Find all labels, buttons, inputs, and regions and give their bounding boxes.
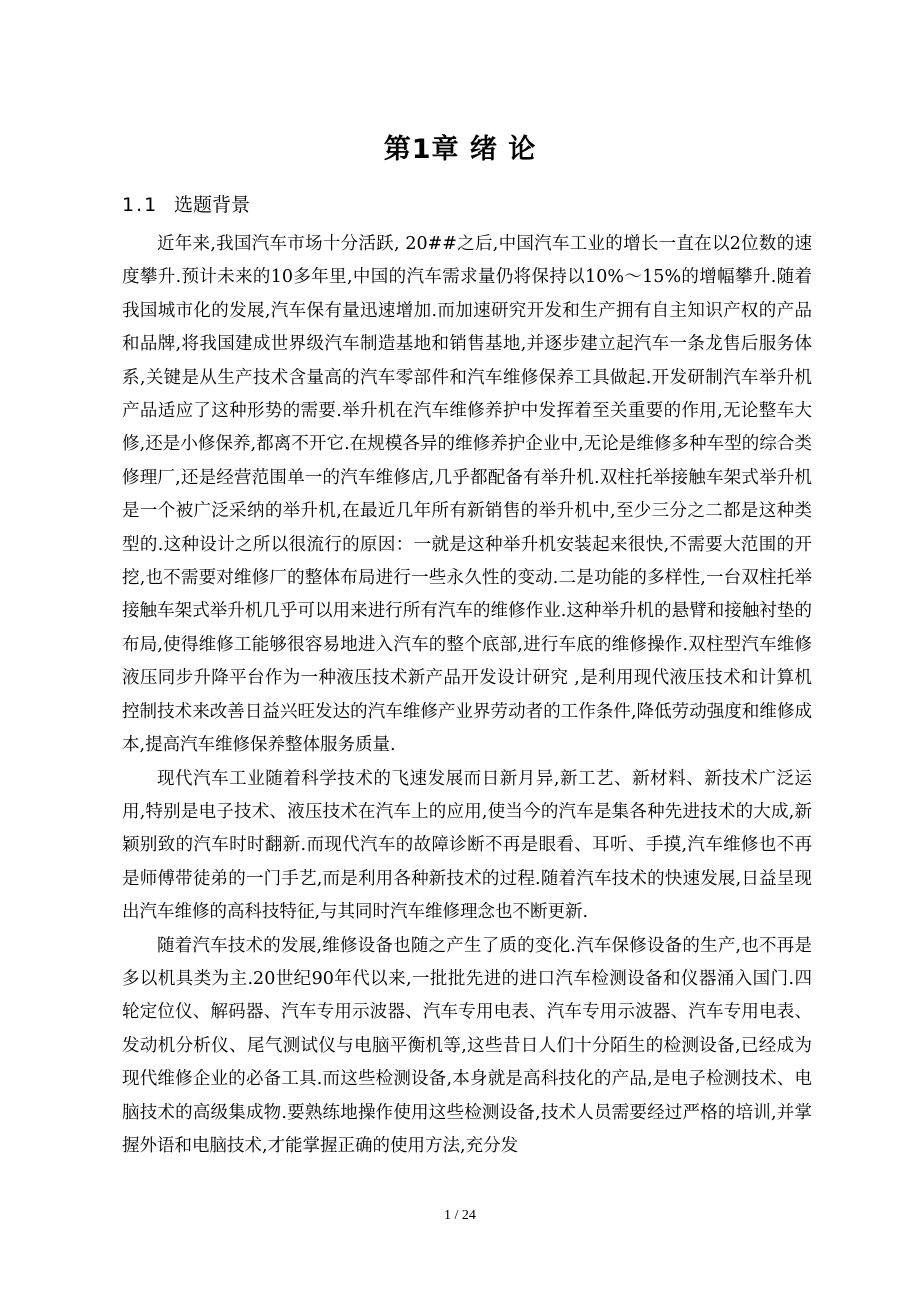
body-text bbox=[122, 228, 812, 1163]
paragraph: 现代汽车工业随着科学技术的飞速发展而日新月异,新工艺、新材料、新技术广泛运用,特别是电子技术、液压技术在汽车上的应用,使当今的汽车是集各种先进技术的大成,新颖别致的汽车时时翻新.而现代汽车的故障诊断不再是眼看、耳听、手摸,汽车维修也不再是师傅带徒弟的一门手艺,而是利用各种新技术的过程.随着汽车技术的快速发展,日益呈现出汽车维修的高科技特征,与其同时汽车维修理念也不断更新. bbox=[122, 768, 812, 923]
paragraph: 近年来,我国汽车市场十分活跃, 20##之后,中国汽车工业的增长一直在以2位数的速度攀升.预计未来的10多年里,中国的汽车需求量仍将保持以10%～15%的增幅攀升.随着我国城市化的发展,汽车保有量迅速增加.而加速研究开发和生产拥有自主知识产权的产品和品牌,将我国建成世界级汽车制造基地和销售基地,并逐步建立起汽车一条龙售后服务体系,关键是从生产技术含量高的汽车零部件和汽车维修保养工具做起.开发研制汽车举升机产品适应了这种形势的需要.举升机在汽车维修养护中发挥着至关重要的作用,无论整车大修,还是小修保养,都离不开它.在规模各异的维修养护企业中,无论是维修多种车型的综合类修理厂,还是经营范围单一的汽车维修店,几乎都配备有举升机.双柱托举接触车架式举升机是一个被广泛采纳的举升机,在最近几年所有新销售的举升机中,至少三分之二都是这种类型的.这种设计之所以很流行的原因：一就是这种举升机安装起来很快,不需要大范围的开挖,也不需要对维修厂的整体布局进行一些永久性的变动.二是功能的多样性,一台双柱托举接触车架式举升机几乎可以用来进行所有汽车的维修作业.这种举升机的悬臂和接触衬垫的布局,使得维修工能够很容易地进入汽车的整个底部,进行车底的维修操作.双柱型汽车维修液压同步升降平台作为一种液压技术新产品开发设计研究 ,是利用现代液压技术和计算机控制技术来改善日益兴旺发达的汽车维修产业界劳动者的工作条件,降低劳动强度和维修成本,提高汽车维修保养整体服务质量. bbox=[122, 234, 812, 756]
paragraph: 随着汽车技术的发展,维修设备也随之产生了质的变化.汽车保修设备的生产,也不再是多以机具类为主.20世纪90年代以来,一批批先进的进口汽车检测设备和仪器涌入国门.四轮定位仪、解码器、汽车专用示波器、汽车专用电表、汽车专用示波器、汽车专用电表、发动机分析仪、尾气测试仪与电脑平衡机等,这些昔日人们十分陌生的检测设备,已经成为现代维修企业的必备工具.而这些检测设备,本身就是高科技化的产品,是电子检测技术、电脑技术的高级集成物.要熟练地操作使用这些检测设备,技术人员需要经过严格的培训,并掌握外语和电脑技术,才能掌握正确的使用方法,充分发 bbox=[122, 935, 812, 1156]
page-number: 1 / 24 bbox=[444, 1208, 476, 1223]
section-heading bbox=[122, 188, 250, 222]
chapter-title: 第1章 绪 论 bbox=[383, 134, 537, 165]
section-title: 选题背景 bbox=[174, 194, 251, 216]
section-number: 1.1 bbox=[122, 194, 159, 216]
